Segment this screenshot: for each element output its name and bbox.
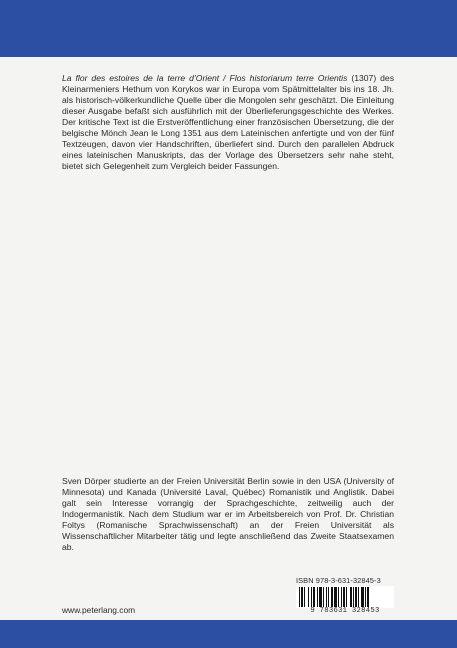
barcode-bar [301, 587, 303, 607]
barcode-bar [350, 587, 352, 607]
barcode-bar [308, 587, 309, 607]
publisher-website: www.peterlang.com [62, 605, 136, 615]
barcode-bar [361, 587, 364, 607]
barcode-bar [353, 587, 354, 607]
barcode-bar [343, 587, 345, 607]
barcode-digits: 9 783631 328453 [310, 607, 380, 615]
barcode-bar [334, 587, 337, 607]
barcode-bar [311, 587, 312, 607]
book-description [62, 73, 394, 172]
barcode-icon [296, 586, 394, 608]
barcode-bar [313, 587, 315, 607]
barcode-bar [326, 587, 327, 607]
barcode-bar [358, 587, 359, 607]
isbn-block [296, 576, 394, 615]
isbn-label: ISBN 978-3-631-32845-3 [296, 576, 381, 585]
author-bio: Sven Dörper studierte an der Freien Universität Berlin sowie in den USA (University of Minnesota) und Kanada (Université Laval, Québec) Romanistik und Anglistik. Dabei galt sein Interesse vorrangig der Sprachgeschichte, zeitweilig auch der Indogermanistik. Nach dem Studium war er im Arbeitsbereich von Prof. Dr. Christian Foltys (Romanische Sprachwissenschaft) an der Freien Universität als Wissenschaftlicher Mitarbeiter tätig und legte anschließend das Zweite Staatsexamen ab. [62, 476, 394, 552]
barcode-bar [355, 587, 357, 607]
barcode-bar [331, 587, 333, 607]
barcode-bar [328, 587, 329, 607]
barcode-bar [323, 587, 324, 607]
barcode-bar [346, 587, 347, 607]
barcode-bar [365, 587, 366, 607]
barcode-bar [341, 587, 342, 607]
barcode-bar [319, 587, 322, 607]
barcode-bar [317, 587, 318, 607]
top-color-band [0, 0, 457, 57]
book-title: La flor des estoires de la terre d’Orient / Flos historiarum terre Orientis [62, 73, 348, 83]
barcode-bar [304, 587, 305, 607]
description-text: (1307) des Kleinarmeniers Hethum von Korykos war in Europa vom Spätmittelalter bis ins 18. Jh. als historisch-völkerkundliche Quelle über die Mongolen sehr geschätzt. Die Einleitung dieser Ausgabe befaßt sich ausführlich mit der Überlieferungsgeschichte des Werkes. Der kritische Text ist die Erstveröffentlichung einer französischen Übersetzung, die der belgische Mönch Jean le Long 1351 aus dem Lateinischen anfertigte und von der fünf Textzeugen, davon vier Handschriften, überliefert sind. Durch den parallelen Abdruck eines lateinischen Manuskripts, das der Vorlage des Übersetzers sehr nahe steht, bietet sich Gelegenheit zum Vergleich beider Fassungen. [62, 73, 394, 171]
barcode-bar [367, 587, 369, 607]
barcode-bar [299, 587, 300, 607]
barcode-bar [338, 587, 339, 607]
bottom-color-band [0, 620, 457, 648]
